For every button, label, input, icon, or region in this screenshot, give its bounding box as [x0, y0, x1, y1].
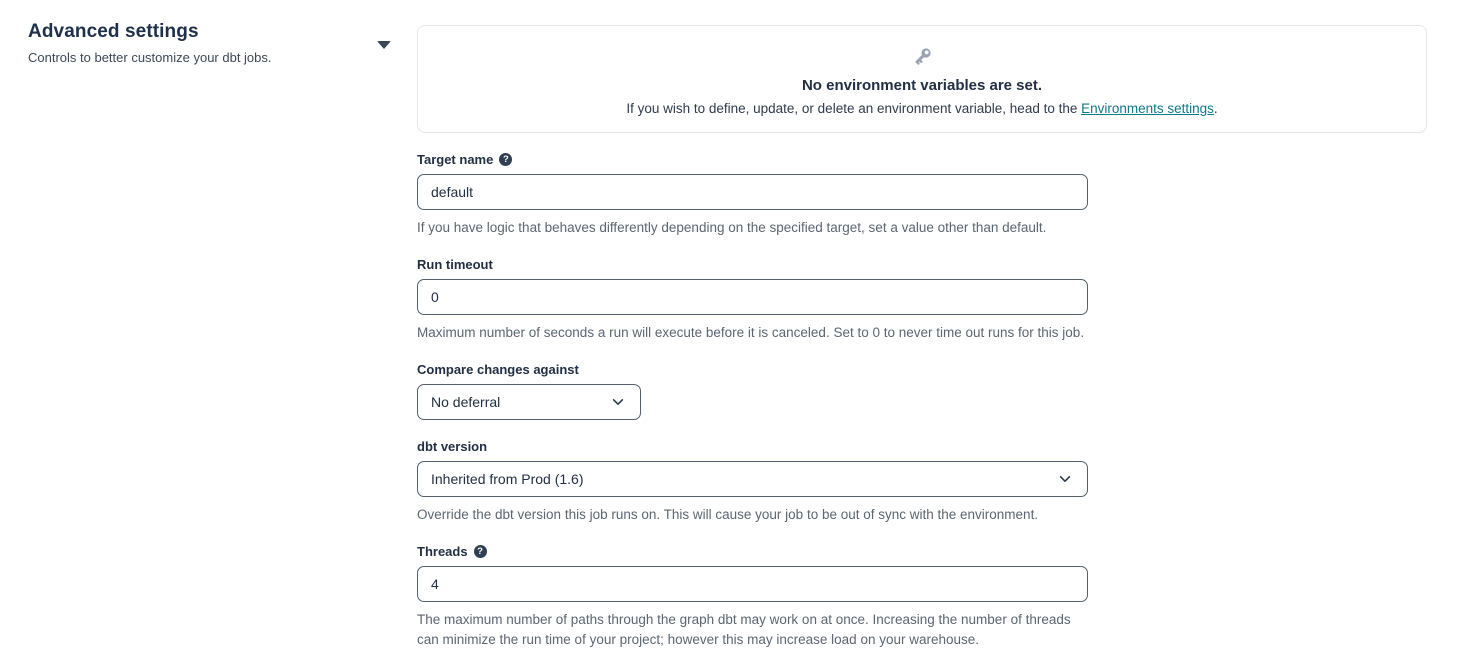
- page-title: Advanced settings: [28, 21, 199, 42]
- run-timeout-label-row: [417, 257, 1088, 272]
- field-compare-changes-against: [417, 362, 1088, 420]
- key-icon: [910, 45, 934, 69]
- chevron-down-icon: [611, 395, 625, 409]
- compare-changes-label-row: [417, 362, 1088, 377]
- page-subtitle: Controls to better customize your dbt jobs.: [28, 50, 272, 65]
- threads-helper-text: The maximum number of paths through the graph dbt may work on at once. Increasing the number of threads can minimize the run time of your project; however this may increase load on your warehouse.: [417, 611, 1071, 647]
- field-threads: [417, 544, 1088, 650]
- dbt-version-selected-value: Inherited from Prod (1.6): [431, 470, 584, 487]
- target-name-helper-text: If you have logic that behaves differently depending on the specified target, set a value other than default.: [417, 220, 1047, 235]
- empty-state-message-suffix: .: [1213, 100, 1218, 116]
- target-name-label: Target name: [417, 152, 494, 167]
- advanced-settings-form: [417, 152, 1088, 650]
- run-timeout-input[interactable]: [417, 279, 1088, 315]
- compare-changes-label: Compare changes against: [417, 361, 579, 377]
- field-dbt-version: [417, 439, 1088, 525]
- dbt-version-select[interactable]: [417, 461, 1088, 497]
- field-run-timeout: [417, 257, 1088, 343]
- threads-input[interactable]: [417, 566, 1088, 602]
- section-header: [28, 21, 368, 65]
- field-target-name: [417, 152, 1088, 238]
- settings-content: [417, 25, 1427, 659]
- compare-changes-select[interactable]: [417, 384, 641, 420]
- dbt-version-helper-text: Override the dbt version this job runs on. This will cause your job to be out of sync with the environment.: [417, 506, 1039, 522]
- chevron-down-icon: [1058, 472, 1072, 486]
- empty-state-message: [626, 101, 1217, 116]
- env-vars-empty-state-card: [417, 25, 1427, 133]
- dbt-version-label: dbt version: [417, 438, 488, 454]
- environments-settings-link[interactable]: Environments settings: [1081, 100, 1214, 116]
- target-name-label-row: [417, 152, 1088, 167]
- collapse-section-caret-icon[interactable]: [377, 41, 391, 49]
- target-name-help-icon[interactable]: ?: [499, 153, 512, 166]
- threads-help-icon[interactable]: ?: [474, 545, 487, 558]
- empty-state-message-prefix: If you wish to define, update, or delete an environment variable, head to the: [626, 100, 1082, 116]
- run-timeout-label: Run timeout: [417, 256, 493, 272]
- dbt-version-label-row: [417, 439, 1088, 454]
- threads-label-row: [417, 544, 1088, 559]
- compare-changes-selected-value: No deferral: [431, 393, 501, 410]
- target-name-input[interactable]: [417, 174, 1088, 210]
- threads-label: Threads: [417, 543, 468, 559]
- empty-state-title: No environment variables are set.: [801, 76, 1043, 94]
- run-timeout-helper-text: Maximum number of seconds a run will execute before it is canceled. Set to 0 to never time out runs for this job.: [417, 324, 1085, 340]
